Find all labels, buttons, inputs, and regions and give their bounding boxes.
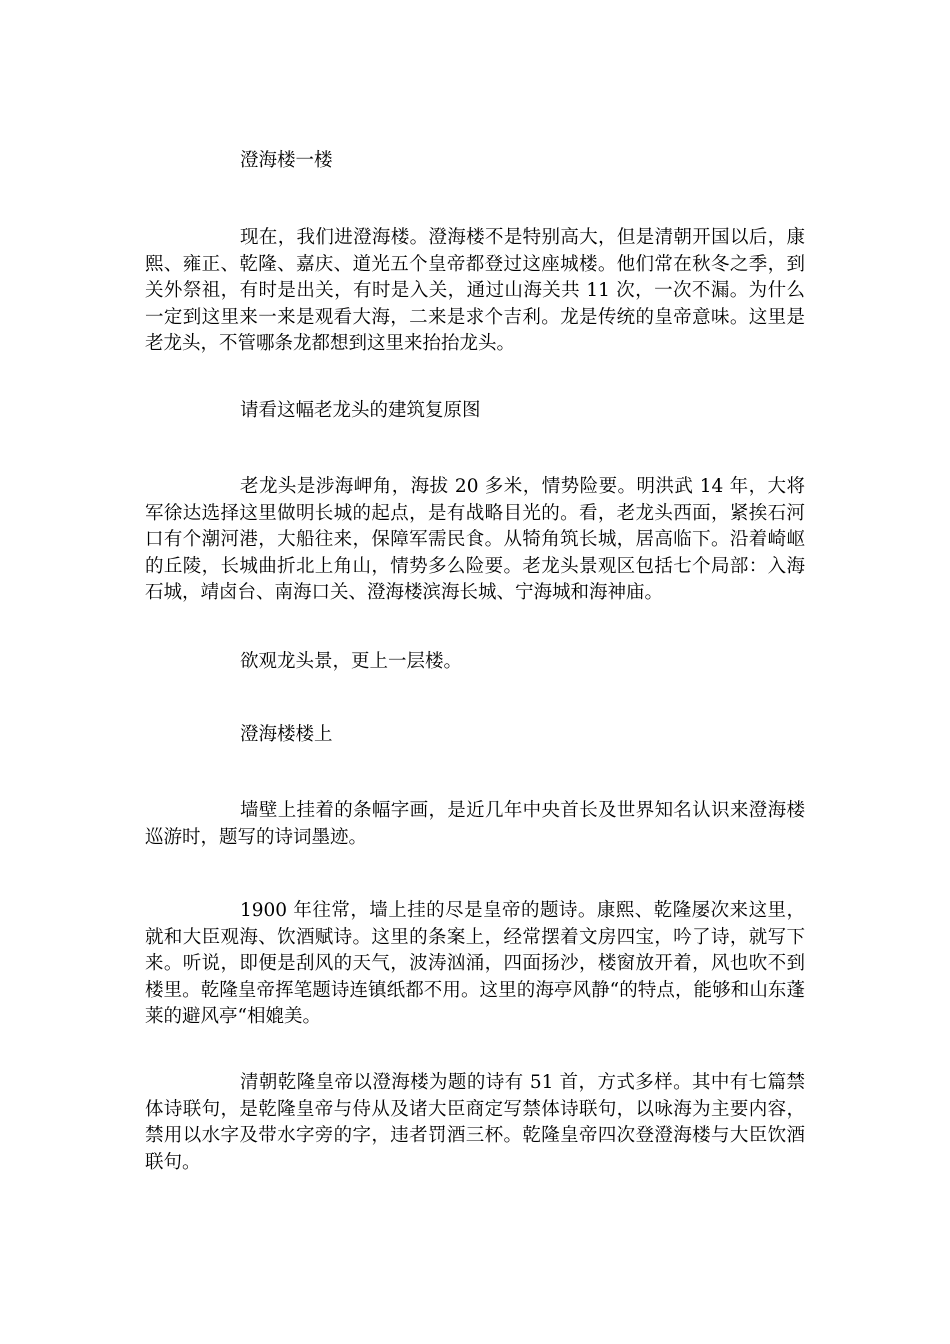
heading-chenghai-tower-upstairs: 澄海楼楼上 [240, 724, 333, 745]
heading-chenghai-tower-first-floor: 澄海楼一楼 [240, 150, 333, 171]
paragraph-calligraphy-scrolls: 墙壁上挂着的条幅字画，是近几年中央首长及世界知名认识来澄海楼巡游时，题写的诗词墨迹。 [145, 800, 805, 848]
paragraph-emperor-poems: 1900 年往常，墙上挂的尽是皇帝的题诗。康熙、乾隆屡次来这里，就和大臣观海、饮酒赋诗。这里的条案上，经常摆着文房四宝，吟了诗，就写下来。听说，即便是刮风的天气，波涛汹涌，四面扬沙，楼窗放开着，风也吹不到楼里。乾隆皇帝挥笔题诗连镇纸都不用。这里的海亭风静“的特点，能够和山东蓬莱的避风亭“相媲美。 [145, 900, 805, 1027]
paragraph-qianlong-poems: 清朝乾隆皇帝以澄海楼为题的诗有 51 首，方式多样。其中有七篇禁体诗联句，是乾隆皇帝与侍从及诸大臣商定写禁体诗联句，以咏海为主要内容，禁用以水字及带水字旁的字，违者罚酒三杯。乾隆皇帝四次登澄海楼与大臣饮酒联句。 [145, 1072, 805, 1173]
paragraph-go-upstairs: 欲观龙头景，更上一层楼。 [240, 651, 463, 672]
heading-restoration-drawing: 请看这幅老龙头的建筑复原图 [240, 400, 481, 421]
paragraph-entering-tower: 现在，我们进澄海楼。澄海楼不是特别高大，但是清朝开国以后，康熙、雍正、乾隆、嘉庆、道光五个皇帝都登过这座城楼。他们常在秋冬之季，到关外祭祖，有时是出关，有时是入关，通过山海关共 11 次，一次不漏。为什么一定到这里来一来是观看大海，二来是求个吉利。龙是传统的皇帝意味。这里是老龙头，不管哪条龙都想到这里来抬抬龙头。 [145, 227, 805, 354]
paragraph-laolongtou-description: 老龙头是涉海岬角，海拔 20 多米，情势险要。明洪武 14 年，大将军徐达选择这里做明长城的起点，是有战略目光的。看，老龙头西面，紧挨石河口有个潮河港，大船往来，保障军需民食。从犄角筑长城，居高临下。沿着崎岖的丘陵，长城曲折北上角山，情势多么险要。老龙头景观区包括七个局部：入海石城，靖卤台、南海口关、澄海楼滨海长城、宁海城和海神庙。 [145, 476, 805, 603]
